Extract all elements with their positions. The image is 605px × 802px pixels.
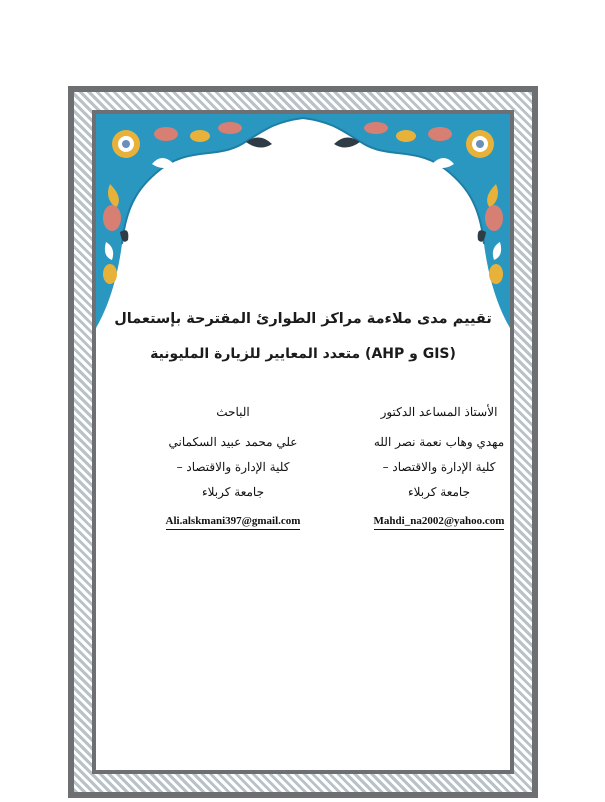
researcher-email[interactable]: Ali.alskmani397@gmail.com — [166, 516, 301, 530]
researcher-name: علي محمد عبيد السكماني — [168, 435, 298, 449]
researcher-department: كلية الإدارة والاقتصاد – — [176, 460, 290, 474]
supervisor-department: كلية الإدارة والاقتصاد – — [382, 460, 496, 474]
researcher-university: جامعة كربلاء — [201, 485, 264, 499]
page-border — [68, 86, 538, 798]
supervisor-email[interactable]: Mahdi_na2002@yahoo.com — [374, 516, 505, 530]
supervisor-role: الأستاذ المساعد الدكتور — [380, 405, 498, 419]
document-page — [96, 114, 510, 770]
arch-shape — [96, 114, 510, 328]
researcher-block — [148, 406, 318, 530]
title-line-1: تقييم مدى ملاءمة مراكز الطوارئ المقترحة بإستعمال — [114, 311, 492, 327]
researcher-role: الباحث — [216, 405, 250, 419]
supervisor-university: جامعة كربلاء — [407, 485, 470, 499]
supervisor-name: مهدي وهاب نعمة نصر الله — [373, 435, 505, 449]
supervisor-block — [354, 406, 524, 530]
title-line-2: (GIS و AHP) متعدد المعايير للزيارة المليونية — [150, 346, 456, 362]
